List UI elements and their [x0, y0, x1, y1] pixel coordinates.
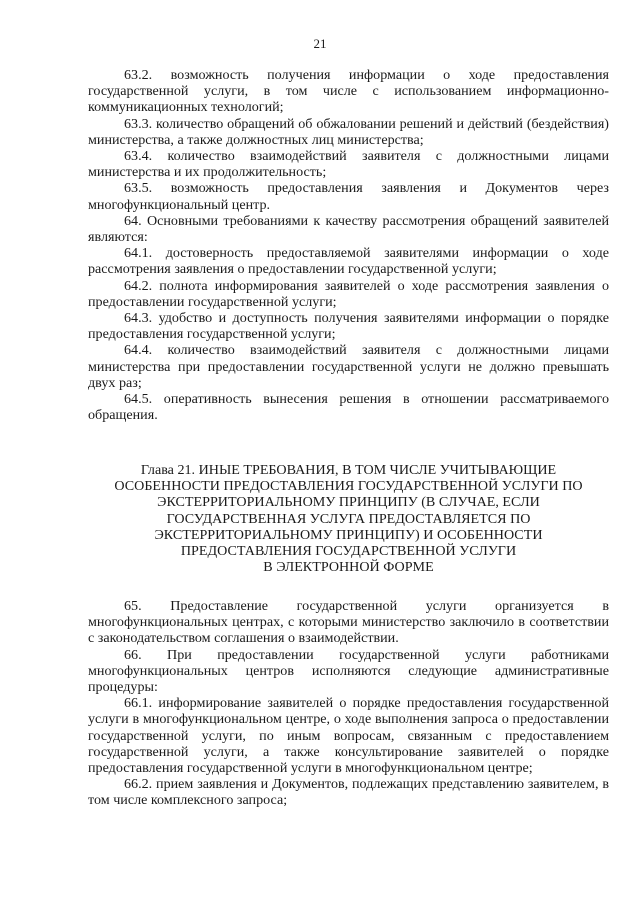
- heading-line: ЭКСТЕРРИТОРИАЛЬНОМУ ПРИНЦИПУ) И ОСОБЕННОСТИ: [154, 526, 543, 543]
- paragraph-66: 66. При предоставлении государственной услуги работниками многофункциональных центров исполняются следующие административные процедуры:: [88, 646, 609, 696]
- paragraph-64-3: 64.3. удобство и доступность получения заявителями информации о порядке предоставления государственной услуги;: [88, 310, 609, 343]
- heading-line: ОСОБЕННОСТИ ПРЕДОСТАВЛЕНИЯ ГОСУДАРСТВЕННОЙ УСЛУГИ ПО: [114, 478, 583, 495]
- paragraph-63-2: 63.2. возможность получения информации о ходе предоставления государственной услуги, в том числе с использованием информационно-коммуникационных технологий;: [88, 67, 609, 116]
- paragraph-64-1: 64.1. достоверность предоставляемой заявителями информации о ходе рассмотрения заявления о предоставлении государственной услуги;: [88, 245, 609, 278]
- heading-line: ПРЕДОСТАВЛЕНИЯ ГОСУДАРСТВЕННОЙ УСЛУГИ: [180, 543, 517, 560]
- paragraph-63-4: 63.4. количество взаимодействий заявителя с должностными лицами министерства и их продолжительность;: [88, 148, 609, 181]
- paragraph-66-1: 66.1. информирование заявителей о порядке предоставления государственной услуги в многофункциональном центре, о ходе выполнения запроса о предоставлении государственной услуги, по иным вопросам, связанным с предоставлением государственной услуги, а также консультирование заявителей о порядке предоставления государственной услуги в многофункциональном центре;: [88, 695, 609, 777]
- heading-line: Глава 21. ИНЫЕ ТРЕБОВАНИЯ, В ТОМ ЧИСЛЕ УЧИТЫВАЮЩИЕ: [140, 462, 557, 478]
- paragraph-64: 64. Основными требованиями к качеству рассмотрения обращений заявителей являются:: [88, 212, 609, 246]
- heading-line: ГОСУДАРСТВЕННАЯ УСЛУГА ПРЕДОСТАВЛЯЕТСЯ ПО: [166, 510, 531, 527]
- paragraph-64-5: 64.5. оперативность вынесения решения в отношении рассматриваемого обращения.: [88, 391, 609, 424]
- paragraph-64-4: 64.4. количество взаимодействий заявителя с должностными лицами министерства при предоставлении государственной услуги не должно превышать двух раз;: [88, 342, 609, 391]
- text-block-bottom: [88, 598, 609, 809]
- paragraph-64-2: 64.2. полнота информирования заявителей о ходе рассмотрения заявления о предоставлении государственной услуги;: [88, 277, 609, 310]
- page-number: 21: [313, 36, 327, 51]
- paragraph-63-3: 63.3. количество обращений об обжаловании решений и действий (бездействия) министерства, а также должностных лиц министерства;: [88, 115, 609, 148]
- chapter-heading: [88, 462, 609, 575]
- paragraph-66-2: 66.2. прием заявления и Документов, подлежащих представлению заявителем, в том числе комплексного запроса;: [88, 776, 609, 809]
- text-block-top: [88, 67, 609, 423]
- paragraph-65: 65. Предоставление государственной услуги организуется в многофункциональных центрах, с которыми министерство заключило в соответствии с законодательством соглашения о взаимодействии.: [88, 598, 609, 647]
- paragraph-63-5: 63.5. возможность предоставления заявления и Документов через многофункциональный центр.: [88, 180, 609, 213]
- heading-line: ЭКСТЕРРИТОРИАЛЬНОМУ ПРИНЦИПУ (В СЛУЧАЕ, ЕСЛИ: [157, 494, 540, 511]
- heading-line: В ЭЛЕКТРОННОЙ ФОРМЕ: [263, 559, 434, 576]
